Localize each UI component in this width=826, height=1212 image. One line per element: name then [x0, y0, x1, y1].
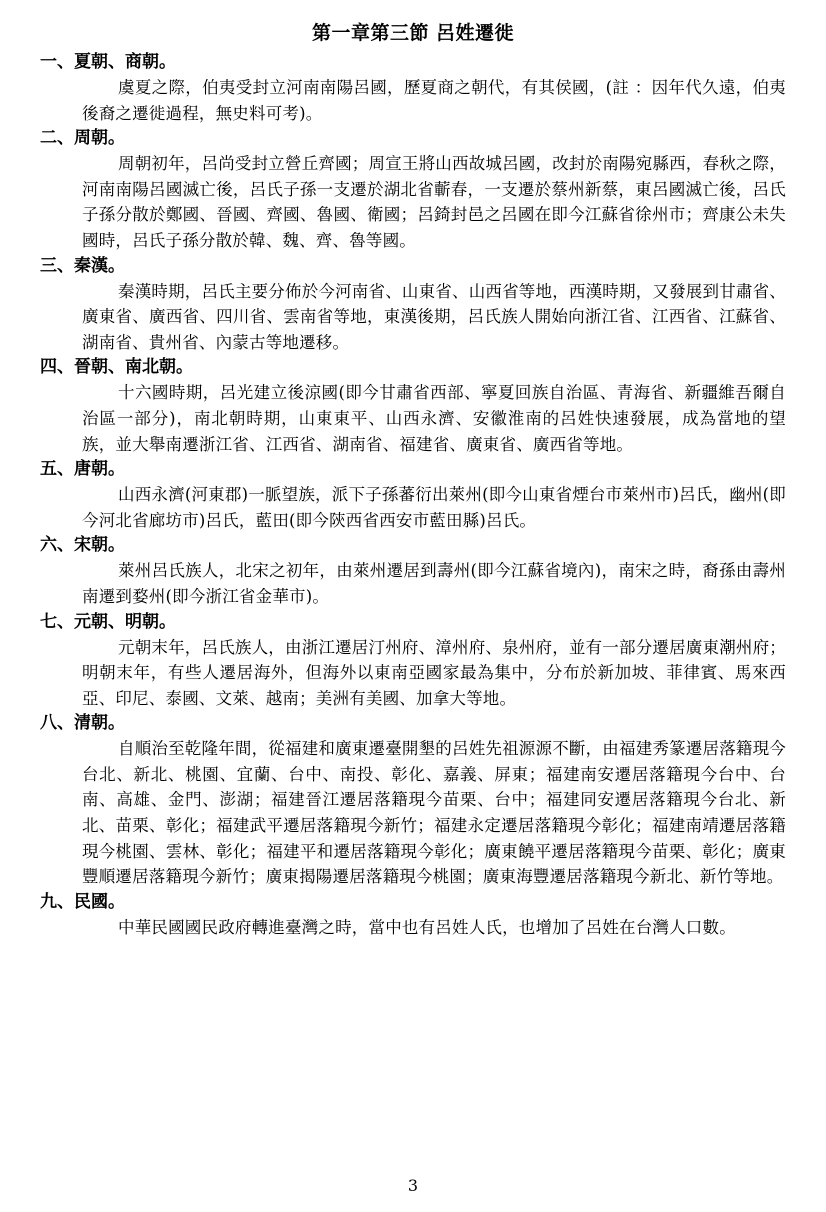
section-tang	[40, 457, 786, 533]
section-heading: 七、元朝、明朝。	[40, 611, 176, 632]
section-heading: 四、晉朝、南北朝。	[40, 357, 193, 378]
section-yuan-ming	[40, 610, 786, 712]
section-jin-nanbei	[40, 355, 786, 457]
section-xia-shang	[40, 50, 786, 126]
section-paragraph: 虞夏之際，伯夷受封立河南南陽呂國，歷夏商之朝代，有其侯國，(註 ：因年代久遠，伯夷後裔之遷徙過程，無史料可考)。	[82, 78, 786, 123]
section-heading: 五、唐朝。	[40, 459, 125, 480]
section-heading: 八、清朝。	[40, 713, 125, 734]
page-number: 3	[407, 1176, 419, 1195]
section-heading: 二、周朝。	[40, 128, 125, 149]
section-paragraph: 周朝初年，呂尚受封立營丘齊國；周宣王將山西故城呂國，改封於南陽宛縣西，春秋之際，河南南陽呂國滅亡後，呂氏子孫一支遷於湖北省蘄春，一支遷於蔡州新蔡，東呂國滅亡後，呂氏子孫分散於鄭國、晉國、齊國、魯國、衛國；呂錡封邑之呂國在即今江蘇省徐州市；齊康公未失國時，呂氏子孫分散於韓、魏、齊、魯等國。	[82, 154, 786, 250]
section-zhou	[40, 126, 786, 253]
section-heading: 三、秦漢。	[40, 255, 125, 276]
section-paragraph: 自順治至乾隆年間，從福建和廣東遷臺開墾的呂姓先祖源源不斷，由福建秀篆遷居落籍現今台北、新北、桃園、宜蘭、台中、南投、彰化、嘉義、屏東；福建南安遷居落籍現今台中、台南、高雄、金門、澎湖；福建晉江遷居落籍現今苗栗、台中；福建同安遷居落籍現今台北、新北、苗栗、彰化；福建武平遷居落籍現今新竹；福建永定遷居落籍現今彰化；福建南靖遷居落籍現今桃園、雲林、彰化；福建平和遷居落籍現今彰化；廣東饒平遷居落籍現今苗栗、彰化；廣東豐順遷居落籍現今新竹；廣東揭陽遷居落籍現今桃園；廣東海豐遷居落籍現今新北、新竹等地。	[82, 739, 786, 887]
section-heading: 九、民國。	[40, 891, 125, 912]
section-paragraph: 山西永濟(河東郡)一脈望族，派下子孫蕃衍出萊州(即今山東省煙台市萊州市)呂氏，幽州(即今河北省廊坊市)呂氏，藍田(即今陝西省西安市藍田縣)呂氏。	[82, 485, 786, 530]
section-qing	[40, 711, 786, 890]
section-paragraph: 十六國時期，呂光建立後涼國(即今甘肅省西部、寧夏回族自治區、青海省、新疆維吾爾自治區一部分)，南北朝時期，山東東平、山西永濟、安徽淮南的呂姓快速發展，成為當地的望族，並大舉南遷浙江省、江西省、湖南省、福建省、廣東省、廣西省等地。	[82, 383, 786, 454]
section-qin-han	[40, 254, 786, 356]
section-heading: 六、宋朝。	[40, 535, 125, 556]
page-title: 第一章第三節 呂姓遷徙	[311, 22, 515, 44]
section-paragraph: 元朝末年，呂氏族人，由浙江遷居汀州府、漳州府、泉州府，並有一部分遷居廣東潮州府；明朝末年，有些人遷居海外，但海外以東南亞國家最為集中，分布於新加坡、菲律賓、馬來西亞、印尼、泰國、文萊、越南；美洲有美國、加拿大等地。	[82, 637, 786, 708]
section-song	[40, 533, 786, 609]
section-paragraph: 秦漢時期，呂氏主要分佈於今河南省、山東省、山西省等地，西漢時期，又發展到甘肅省、廣東省、廣西省、四川省、雲南省等地，東漢後期，呂氏族人開始向浙江省、江西省、江蘇省、湖南省、貴州省、內蒙古等地遷移。	[82, 281, 786, 352]
section-paragraph: 中華民國國民政府轉進臺灣之時，當中也有呂姓人氏，也增加了呂姓在台灣人口數。	[118, 917, 736, 937]
section-paragraph: 萊州呂氏族人，北宋之初年，由萊州遷居到壽州(即今江蘇省境內)，南宋之時，裔孫由壽州南遷到婺州(即今浙江省金華市)。	[82, 561, 786, 606]
document-body	[40, 50, 786, 940]
section-heading: 一、夏朝、商朝。	[40, 52, 176, 72]
section-minguo	[40, 890, 786, 941]
